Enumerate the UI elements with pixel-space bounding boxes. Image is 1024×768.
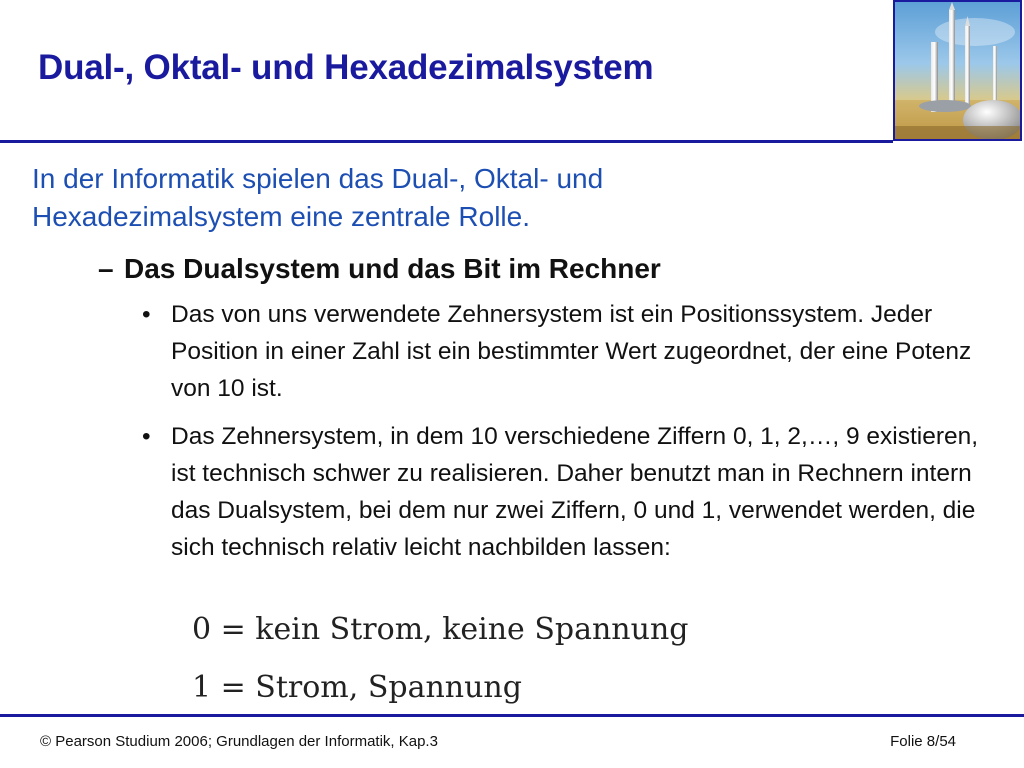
bullet-marker: • bbox=[142, 301, 151, 328]
bullet-item bbox=[142, 296, 1002, 407]
formula-one: 1 = Strom, Spannung bbox=[192, 670, 522, 705]
bullet-item bbox=[142, 418, 1002, 566]
footer-copyright: © Pearson Studium 2006; Grundlagen der Informatik, Kap.3 bbox=[40, 733, 438, 750]
corner-decorative-image bbox=[893, 0, 1022, 141]
futuristic-towers-illustration bbox=[895, 2, 1020, 139]
bullet-text: Das Zehnersystem, in dem 10 verschiedene Ziffern 0, 1, 2,…, 9 existieren, ist technisch schwer zu realisieren. Daher benutzt man in Rechnern intern das Dualsystem, bei dem nur zwei Ziffern, 0 und 1, verwendet werden, die sich technisch relativ leicht nachbilden lassen: bbox=[171, 423, 979, 561]
bullet-marker: • bbox=[142, 423, 151, 450]
slide-title: Dual-, Oktal- und Hexadezimalsystem bbox=[38, 48, 654, 87]
heading-dash-marker: – bbox=[98, 253, 114, 284]
title-divider bbox=[0, 140, 893, 143]
formula-zero: 0 = kein Strom, keine Spannung bbox=[192, 612, 689, 647]
slide-number: Folie 8/54 bbox=[890, 733, 956, 750]
bullet-text: Das von uns verwendete Zehnersystem ist ein Positionssystem. Jeder Position in einer Zahl ist ein bestimmter Wert zugeordnet, der eine Potenz von 10 ist. bbox=[171, 301, 972, 402]
intro-paragraph: In der Informatik spielen das Dual-, Oktal- und Hexadezimalsystem eine zentrale Rolle. bbox=[32, 163, 604, 232]
footer-divider bbox=[0, 714, 1024, 717]
section-heading-text: Das Dualsystem und das Bit im Rechner bbox=[124, 253, 661, 284]
section-heading bbox=[98, 250, 661, 288]
